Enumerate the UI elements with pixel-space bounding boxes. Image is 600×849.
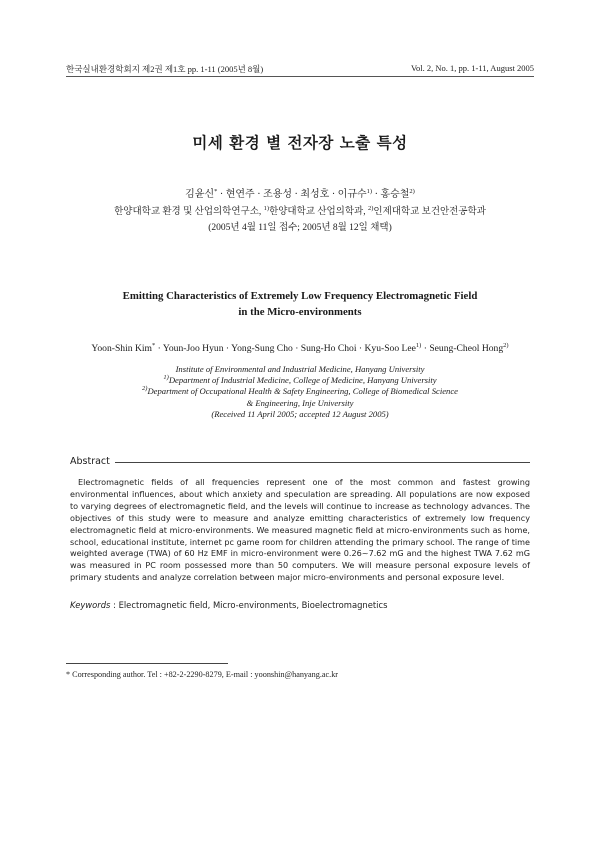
- english-corresponding-mark: *: [152, 342, 156, 349]
- english-affil-line-3: [0, 386, 600, 397]
- header-rule: [66, 76, 534, 77]
- english-authors: [0, 343, 600, 354]
- english-affiliations: [0, 364, 600, 420]
- affil-mark-1: 1): [366, 188, 373, 195]
- keywords: [70, 600, 387, 610]
- english-author-1: Yoon-Shin Kim: [91, 343, 153, 354]
- english-affil-line-3-mark: 2): [142, 385, 148, 393]
- abstract-rule: [70, 462, 530, 463]
- running-header-left: 한국실내환경학회지 제2권 제1호 pp. 1-11 (2005년 8월): [66, 64, 264, 74]
- korean-affiliation: [0, 203, 600, 217]
- english-title: [0, 288, 600, 320]
- english-affil-mark-2: 2): [503, 342, 509, 349]
- english-received-date: (Received 11 April 2005; accepted 12 August 2005): [211, 408, 389, 419]
- korean-title: 미세 환경 별 전자장 노출 특성: [192, 134, 408, 152]
- english-affil-mark-1: 1): [415, 342, 422, 349]
- english-author-list: · Youn-Joo Hyun · Yong-Sung Cho · Sung-Ho Choi · Kyu-Soo Lee: [155, 343, 416, 354]
- english-title-line-2: in the Micro-environments: [238, 306, 362, 318]
- korean-author-list: · 현연주 · 조용성 · 최성호 · 이규수: [219, 189, 367, 200]
- korean-affil-3: 인제대학교 보건안전공학과: [373, 207, 486, 217]
- korean-affil-mark-2: 2): [367, 205, 374, 212]
- keywords-text: Electromagnetic field, Micro-environments, Bioelectromagnetics: [118, 600, 388, 610]
- korean-affil-2: 한양대학교 산업의학과,: [269, 207, 368, 217]
- korean-received-date: (2005년 4월 11일 접수; 2005년 8월 12일 채택): [208, 223, 392, 233]
- korean-affil-1: 한양대학교 환경 및 산업의학연구소,: [114, 207, 264, 217]
- english-author-6: · Seung-Cheol Hong: [421, 343, 504, 354]
- english-affil-line-2: [0, 375, 600, 386]
- footnote-corresponding-author: * Corresponding author. Tel : +82-2-2290-8279, E-mail : yoonshin@hanyang.ac.kr: [66, 670, 339, 679]
- corresponding-mark: *: [214, 188, 218, 195]
- affil-mark-2: 2): [409, 188, 415, 195]
- korean-author-6: · 홍승철: [372, 189, 410, 200]
- abstract-body: Electromagnetic fields of all frequencies represent one of the most common and fastest growing environmental influences, about which anxiety and speculation are spreading. All populations are now exposed to varying degrees of electromagnetic field, and the levels will continue to increase as technology advances. The objectives of this study were to measure and analyze emitting characteristics of extremely low frequency electromagnetic field at micro-environments. We measured magnetic field at micro-environments such as home, school, educational institute, internet pc game room for children attending the primary school. The range of time weighted average (TWA) of 60 Hz EMF in micro-environment were 0.26~7.62 mG and the highest TWA 7.62 mG was measured in PC room possessed more than 50 computers. We will measure personal exposure levels of primary students and analyze correlation between major micro-environments and personal exposure level.: [70, 477, 530, 583]
- abstract-heading: Abstract: [70, 456, 115, 467]
- english-affil-line-2-mark: 1): [163, 374, 169, 382]
- running-header-right: Vol. 2, No. 1, pp. 1-11, August 2005: [410, 63, 534, 73]
- english-affil-line-2-text: Department of Industrial Medicine, College of Medicine, Hanyang University: [168, 375, 437, 386]
- korean-affil-mark-1: 1): [263, 205, 270, 212]
- korean-author-1: 김윤신: [185, 189, 215, 200]
- english-affil-line-1: Institute of Environmental and Industrial Medicine, Hanyang University: [175, 364, 425, 374]
- english-affil-line-4: & Engineering, Inje University: [246, 397, 354, 408]
- footnote-rule: [66, 663, 228, 664]
- keywords-separator: :: [110, 600, 119, 610]
- keywords-label: Keywords: [70, 600, 111, 610]
- korean-authors: [0, 185, 600, 200]
- english-title-line-1: Emitting Characteristics of Extremely Low Frequency Electromagnetic Field: [122, 290, 478, 302]
- english-affil-line-3-text: Department of Occupational Health & Safety Engineering, College of Biomedical Science: [147, 386, 458, 397]
